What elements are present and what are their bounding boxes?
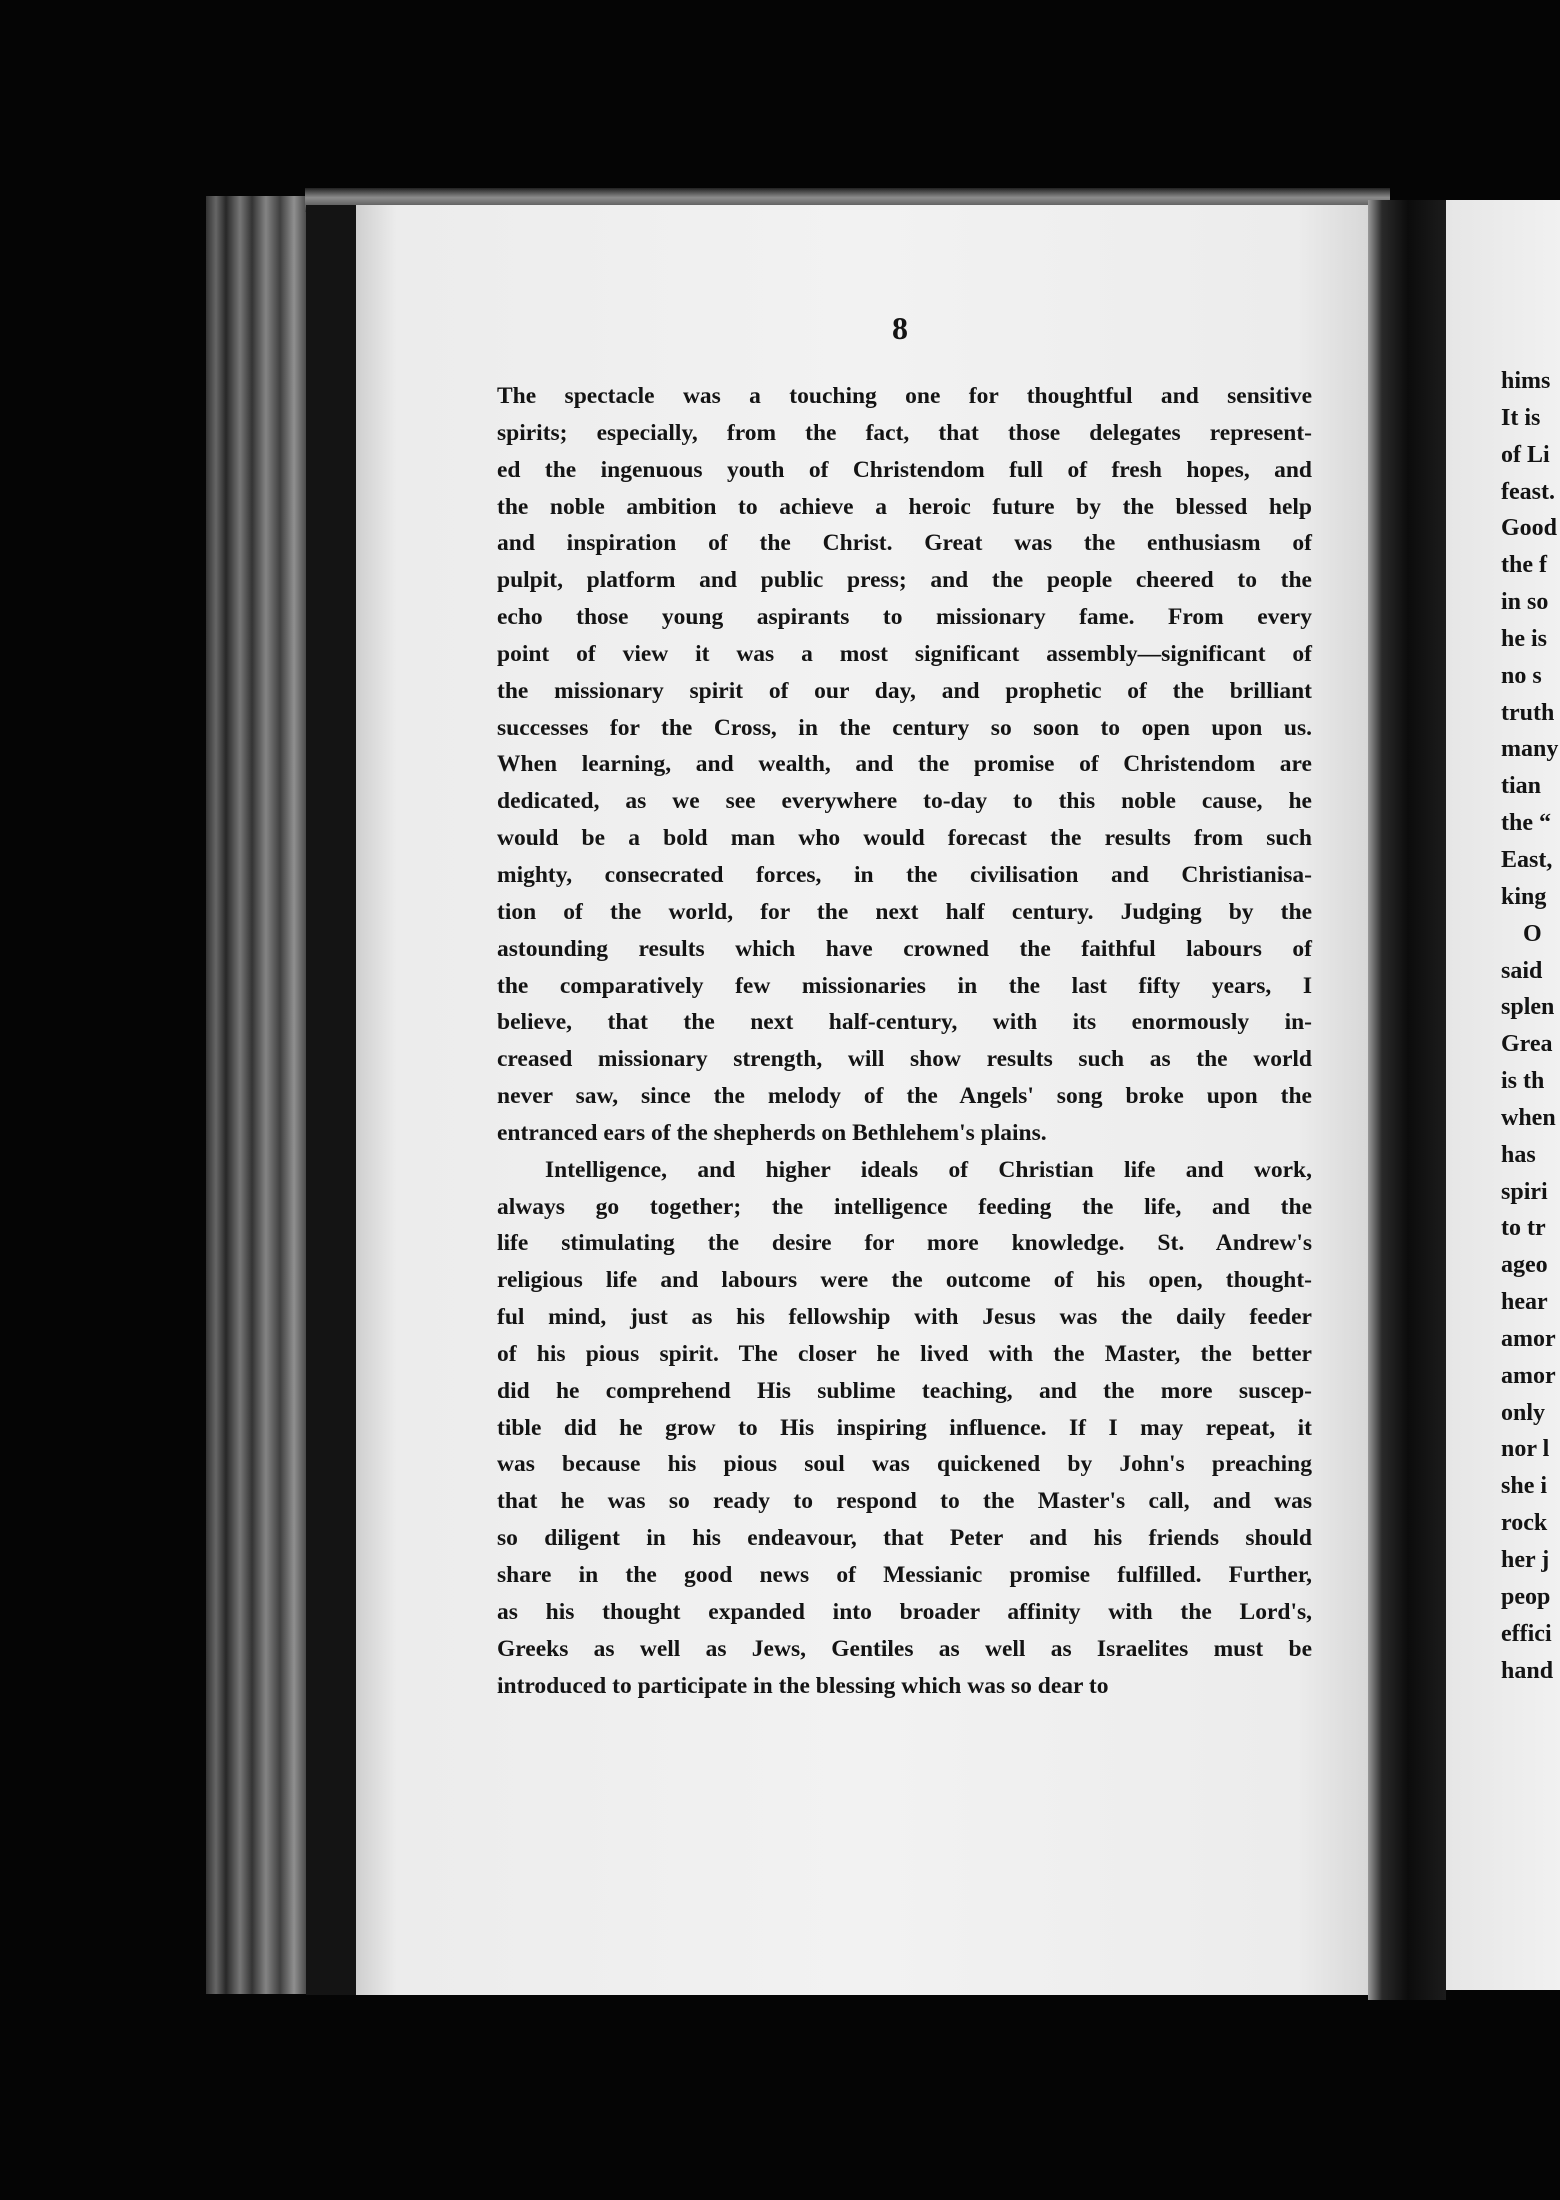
text-line: astounding results which have crowned the faithful labours of <box>497 935 1312 962</box>
right-page-line: the f <box>1501 552 1547 579</box>
right-page-line: nor l <box>1501 1436 1550 1463</box>
right-page-line: when <box>1501 1104 1556 1131</box>
text-line: share in the good news of Messianic promise fulfilled. Further, <box>497 1562 1312 1588</box>
right-page-line: to tr <box>1501 1215 1546 1242</box>
text-line: the comparatively few missionaries in the last fifty years, I <box>497 972 1312 999</box>
text-line: the noble ambition to achieve a heroic future by the blessed help <box>497 493 1312 520</box>
book-cover-left <box>306 205 358 1995</box>
right-page-line: ageo <box>1501 1252 1548 1279</box>
body-text <box>497 378 1312 1704</box>
text-line: Intelligence, and higher ideals of Christian life and work, <box>545 1156 1312 1183</box>
text-line: religious life and labours were the outcome of his open, thought- <box>497 1267 1312 1294</box>
text-line: as his thought expanded into broader affinity with the Lord's, <box>497 1598 1312 1625</box>
right-page-line: East, <box>1501 846 1553 873</box>
right-page-line: rock <box>1501 1510 1548 1537</box>
text-line: ed the ingenuous youth of Christendom full of fresh hopes, and <box>497 456 1312 483</box>
text-line: ful mind, just as his fellowship with Jesus was the daily feeder <box>497 1304 1312 1331</box>
right-page-text <box>1501 363 1560 1689</box>
text-line: Greeks as well as Jews, Gentiles as well as Israelites must be <box>497 1635 1312 1662</box>
right-page-line: hear <box>1501 1289 1548 1316</box>
text-line: so diligent in his endeavour, that Peter and his friends should <box>497 1525 1312 1552</box>
right-page-line: amor <box>1501 1362 1556 1389</box>
right-page-line: he is <box>1501 625 1548 652</box>
text-line: tion of the world, for the next half century. Judging by the <box>497 898 1312 925</box>
text-line: echo those young aspirants to missionary fame. From every <box>497 604 1312 631</box>
text-line: the missionary spirit of our day, and prophetic of the brilliant <box>497 677 1312 704</box>
right-page-line: effici <box>1501 1620 1552 1647</box>
text-line: never saw, since the melody of the Angels' song broke upon the <box>497 1083 1312 1110</box>
text-line: creased missionary strength, will show results such as the world <box>497 1046 1312 1073</box>
text-line: successes for the Cross, in the century so soon to open upon us. <box>497 714 1312 741</box>
right-page-line: truth <box>1501 699 1555 726</box>
right-page-line: has <box>1501 1141 1536 1168</box>
right-page-line: Grea <box>1501 1031 1553 1058</box>
text-line: point of view it was a most significant assembly—significant of <box>497 640 1312 667</box>
right-page-line: splen <box>1501 994 1555 1021</box>
text-line: would be a bold man who would forecast the results from such <box>497 825 1312 852</box>
text-line: entranced ears of the shepherds on Bethlehem's plains. <box>497 1119 1047 1146</box>
right-page-line: said <box>1501 957 1543 984</box>
text-line: and inspiration of the Christ. Great was the enthusiasm of <box>497 530 1312 557</box>
text-line: was because his pious soul was quickened by John's preaching <box>497 1451 1312 1478</box>
right-page-line: hand <box>1501 1657 1554 1684</box>
book-gutter <box>1368 200 1446 2000</box>
right-page-line: feast. <box>1501 478 1555 505</box>
right-page-line: in so <box>1501 589 1549 616</box>
right-page-line: hims <box>1501 368 1551 394</box>
text-line: When learning, and wealth, and the promise of Christendom are <box>497 751 1312 778</box>
right-page-line: her j <box>1501 1547 1550 1573</box>
text-line: dedicated, as we see everywhere to-day to this noble cause, he <box>497 788 1312 815</box>
right-page-line: It is <box>1501 404 1541 431</box>
text-line: did he comprehend His sublime teaching, and the more suscep- <box>497 1377 1312 1404</box>
text-line: The spectacle was a touching one for thoughtful and sensitive <box>497 383 1312 409</box>
right-page-line: amor <box>1501 1325 1556 1352</box>
page-number: 8 <box>892 310 908 346</box>
right-page-line: she i <box>1501 1473 1548 1500</box>
text-line: introduced to participate in the blessing which was so dear to <box>497 1672 1109 1699</box>
paragraph <box>497 378 1312 1152</box>
right-page-line: Good <box>1501 515 1558 542</box>
text-line: tible did he grow to His inspiring influence. If I may repeat, it <box>497 1414 1312 1441</box>
text-line: of his pious spirit. The closer he lived with the Master, the better <box>497 1340 1312 1367</box>
right-page-line: of Li <box>1501 441 1550 468</box>
text-line: mighty, consecrated forces, in the civilisation and Christianisa- <box>497 861 1312 888</box>
right-page-line: O <box>1523 920 1542 947</box>
right-page-line: spiri <box>1501 1178 1548 1205</box>
text-line: that he was so ready to respond to the Master's call, and was <box>497 1488 1312 1515</box>
book-page-edges <box>206 196 322 1994</box>
right-page-line: king <box>1501 883 1547 910</box>
right-page-line: the “ <box>1501 810 1551 837</box>
text-line: always go together; the intelligence feeding the life, and the <box>497 1193 1312 1220</box>
paragraph <box>497 1152 1312 1705</box>
text-line: believe, that the next half-century, with its enormously in- <box>497 1009 1312 1036</box>
text-line: pulpit, platform and public press; and the people cheered to the <box>497 567 1312 594</box>
right-page-line: tian <box>1501 773 1542 800</box>
right-page-line: is th <box>1501 1068 1545 1095</box>
right-page-line: only <box>1501 1399 1546 1426</box>
text-line: life stimulating the desire for more knowledge. St. Andrew's <box>497 1230 1312 1257</box>
right-page-line: peop <box>1501 1583 1551 1610</box>
text-line: spirits; especially, from the fact, that those delegates represent- <box>497 419 1312 446</box>
right-page-line: no s <box>1501 662 1542 689</box>
right-page-line: many <box>1501 736 1559 763</box>
